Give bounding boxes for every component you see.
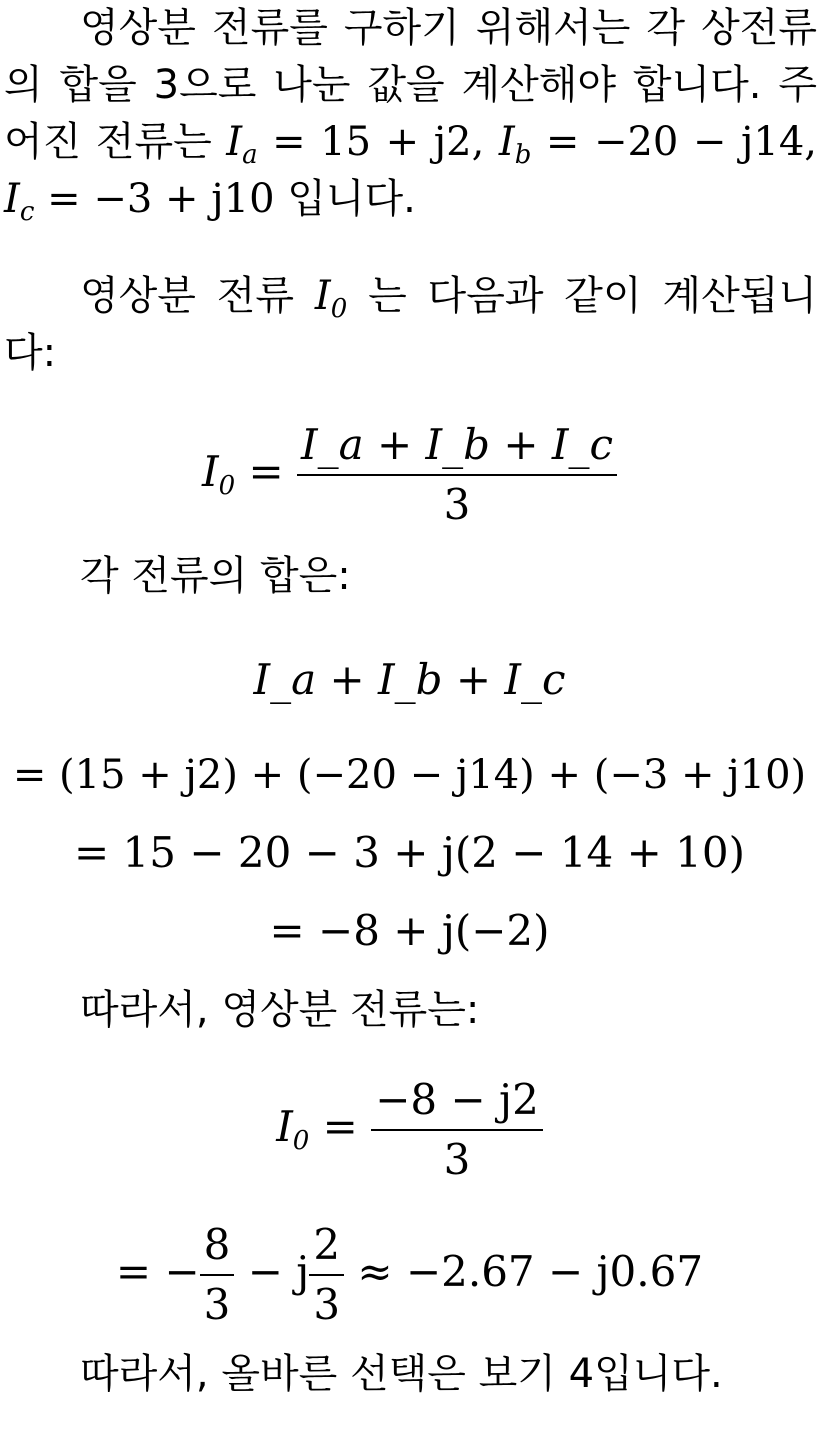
ia-value: = 15 + j2	[257, 119, 472, 165]
fraction	[371, 1075, 543, 1185]
ic-value: = −3 + j10	[34, 176, 275, 222]
intro-paragraph: 영상분 전류를 구하기 위해서는 각 상전류의 합을 3으로 나눈 값을 계산해야 합니다. 주어진 전류는 $I_a = 15 + j2$, $I_b = -20 - j14$, $I_c = -3 + j10$ 입니다.	[4, 5, 817, 227]
zero-sequence-paragraph: 영상분 전류 $I_0$ 는 다음과 같이 계산됩니다:	[4, 273, 817, 376]
ib-value: = −20 − j14	[531, 119, 805, 165]
intro-text-end: 입니다.	[274, 176, 416, 222]
fraction-numerator: I_a + I_b + I_c	[297, 420, 617, 476]
equation-grouped: = 15 − 20 − 3 + j(2 − 14 + 10)	[73, 828, 745, 877]
equation-substitution: = (15 + j2) + (−20 − j14) + (−3 + j10)	[12, 752, 807, 798]
fraction-numerator: −8 − j2	[371, 1075, 543, 1131]
intro-text: 영상분 전류를 구하기 위해서는 각 상전류의 합을 3으로 나눈 값을 계산해야 합니다. 주어진 전류는	[4, 5, 817, 165]
i0-math: $I_0$	[314, 273, 348, 324]
equation-result-sum: = −8 + j(−2)	[269, 906, 550, 955]
fraction	[297, 420, 617, 530]
sum-intro-paragraph: 각 전류의 합은:	[80, 553, 351, 599]
ib-math: $I_b$	[498, 119, 532, 170]
answer-paragraph: 따라서, 올바른 선택은 보기 4입니다.	[80, 1351, 723, 1397]
equation-sum: I_a + I_b + I_c	[253, 655, 566, 704]
ic-math: $I_c$	[4, 176, 35, 227]
ia-math: $I_a$	[226, 119, 258, 170]
fraction-2-3: $\frac{2}{3}$	[309, 1220, 344, 1330]
fraction-8-3: $\frac{8}{3}$	[200, 1220, 235, 1330]
fraction-denominator: 3	[443, 1135, 471, 1184]
equation-i0-definition: $I_0$ = $\frac{I\_a + I\_b + I\_c}{3}$	[0, 420, 819, 530]
fraction-denominator: 3	[443, 480, 471, 529]
equation-i0-value: $I_0$ = $\frac{-8 - j2}{3}$	[0, 1075, 819, 1185]
conclusion-intro-paragraph: 따라서, 영상분 전류는:	[80, 987, 480, 1033]
equation-i0-final: = − $\frac{8}{3}$ − j $\frac{2}{3}$ ≈ −2.67 − j0.67	[115, 1220, 704, 1329]
